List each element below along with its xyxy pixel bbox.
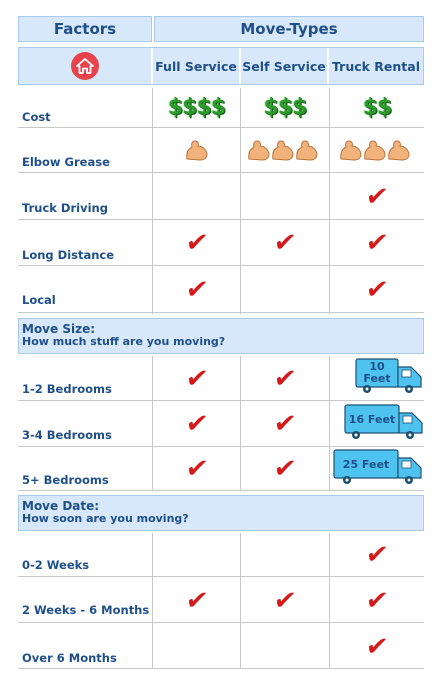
column-full-service: Full Service (153, 48, 241, 84)
section-move-size (18, 318, 424, 354)
row-divider (18, 219, 424, 220)
checkmark-icon: ✔ (271, 453, 298, 484)
row-label-1-2-bedrooms: 1-2 Bedrooms (22, 382, 112, 396)
local-truck-rental (330, 269, 424, 311)
section-subtitle: How much stuff are you moving? (22, 335, 226, 348)
row-divider (18, 668, 424, 669)
long-distance-truck-rental (330, 222, 424, 264)
section-move-date (18, 495, 424, 531)
w2m6-self-service (241, 580, 329, 621)
checkmark-icon: ✔ (363, 539, 390, 570)
row-label-over-6-months: Over 6 Months (22, 651, 117, 665)
row-label-2-weeks-6-months: 2 Weeks - 6 Months (22, 603, 150, 617)
w2m6-truck-rental (330, 580, 424, 621)
row-divider (18, 622, 424, 623)
local-full-service (153, 269, 240, 311)
move-types-header: Move-Types (154, 16, 424, 42)
row-label-local: Local (22, 293, 56, 307)
row-label-long-distance: Long Distance (22, 248, 115, 262)
factors-header: Factors (18, 16, 152, 42)
dollar-icon: $$$$ (167, 94, 226, 120)
home-icon[interactable] (71, 52, 99, 80)
cost-self-service (241, 88, 329, 126)
cost-full-service (153, 88, 240, 126)
checkmark-icon: ✔ (183, 408, 210, 439)
row-divider (18, 265, 424, 266)
dollar-icon: $$ (362, 94, 392, 120)
bed34-self-service (241, 402, 329, 445)
column-self-service: Self Service (241, 48, 329, 84)
bed12-self-service (241, 358, 329, 399)
bed34-full-service (153, 402, 240, 445)
elbow-full-service (153, 130, 240, 170)
row-divider (18, 446, 424, 447)
column-header-row (18, 47, 424, 85)
checkmark-icon: ✔ (363, 182, 390, 212)
truck-size-label: 10 Feet (363, 360, 391, 385)
section-title: Move Date: (22, 499, 100, 513)
flexed-arm-icon (339, 137, 415, 163)
w02-truck-rental (330, 534, 424, 575)
long-distance-self-service (241, 222, 329, 264)
bed5-full-service (153, 448, 240, 489)
truck-10-feet (355, 357, 425, 397)
section-subtitle: How soon are you moving? (22, 512, 189, 525)
checkmark-icon: ✔ (363, 275, 390, 305)
row-divider (18, 172, 424, 173)
checkmark-icon: ✔ (183, 585, 210, 616)
elbow-truck-rental (330, 130, 424, 170)
dollar-icon: $$$ (263, 94, 307, 120)
grid-line (329, 356, 330, 491)
row-divider (18, 576, 424, 577)
checkmark-icon: ✔ (363, 585, 390, 616)
checkmark-icon: ✔ (363, 228, 390, 258)
row-label-3-4-bedrooms: 3-4 Bedrooms (22, 428, 112, 442)
m6-truck-rental (330, 626, 424, 667)
row-label-truck-driving: Truck Driving (22, 201, 108, 215)
row-divider (18, 400, 424, 401)
row-label-5-plus-bedrooms: 5+ Bedrooms (22, 473, 109, 487)
checkmark-icon: ✔ (271, 585, 298, 616)
row-divider (18, 127, 424, 128)
elbow-self-service (241, 130, 329, 170)
truck-size-label: 25 Feet (342, 458, 390, 471)
checkmark-icon: ✔ (183, 228, 210, 258)
row-divider (18, 312, 424, 313)
row-label-0-2-weeks: 0-2 Weeks (22, 558, 90, 572)
section-title: Move Size: (22, 322, 96, 336)
w2m6-full-service (153, 580, 240, 621)
checkmark-icon: ✔ (183, 363, 210, 394)
truck-16-feet (344, 403, 426, 443)
row-label-cost: Cost (22, 110, 51, 124)
checkmark-icon: ✔ (363, 631, 390, 662)
checkmark-icon: ✔ (183, 275, 210, 305)
truck-25-feet (333, 448, 425, 489)
checkmark-icon: ✔ (271, 228, 298, 258)
bed12-full-service (153, 358, 240, 399)
home-cell (19, 48, 153, 84)
long-distance-full-service (153, 222, 240, 264)
truck-size-label: 16 Feet (348, 413, 396, 426)
cost-truck-rental (330, 88, 424, 126)
checkmark-icon: ✔ (271, 408, 298, 439)
flexed-arm-icon (247, 137, 323, 163)
truck-driving-truck-rental (330, 176, 424, 218)
checkmark-icon: ✔ (271, 363, 298, 394)
bed5-self-service (241, 448, 329, 489)
flexed-arm-icon (184, 137, 210, 163)
row-divider (18, 490, 424, 491)
row-label-elbow-grease: Elbow Grease (22, 155, 110, 169)
column-truck-rental: Truck Rental (332, 58, 420, 74)
checkmark-icon: ✔ (183, 453, 210, 484)
